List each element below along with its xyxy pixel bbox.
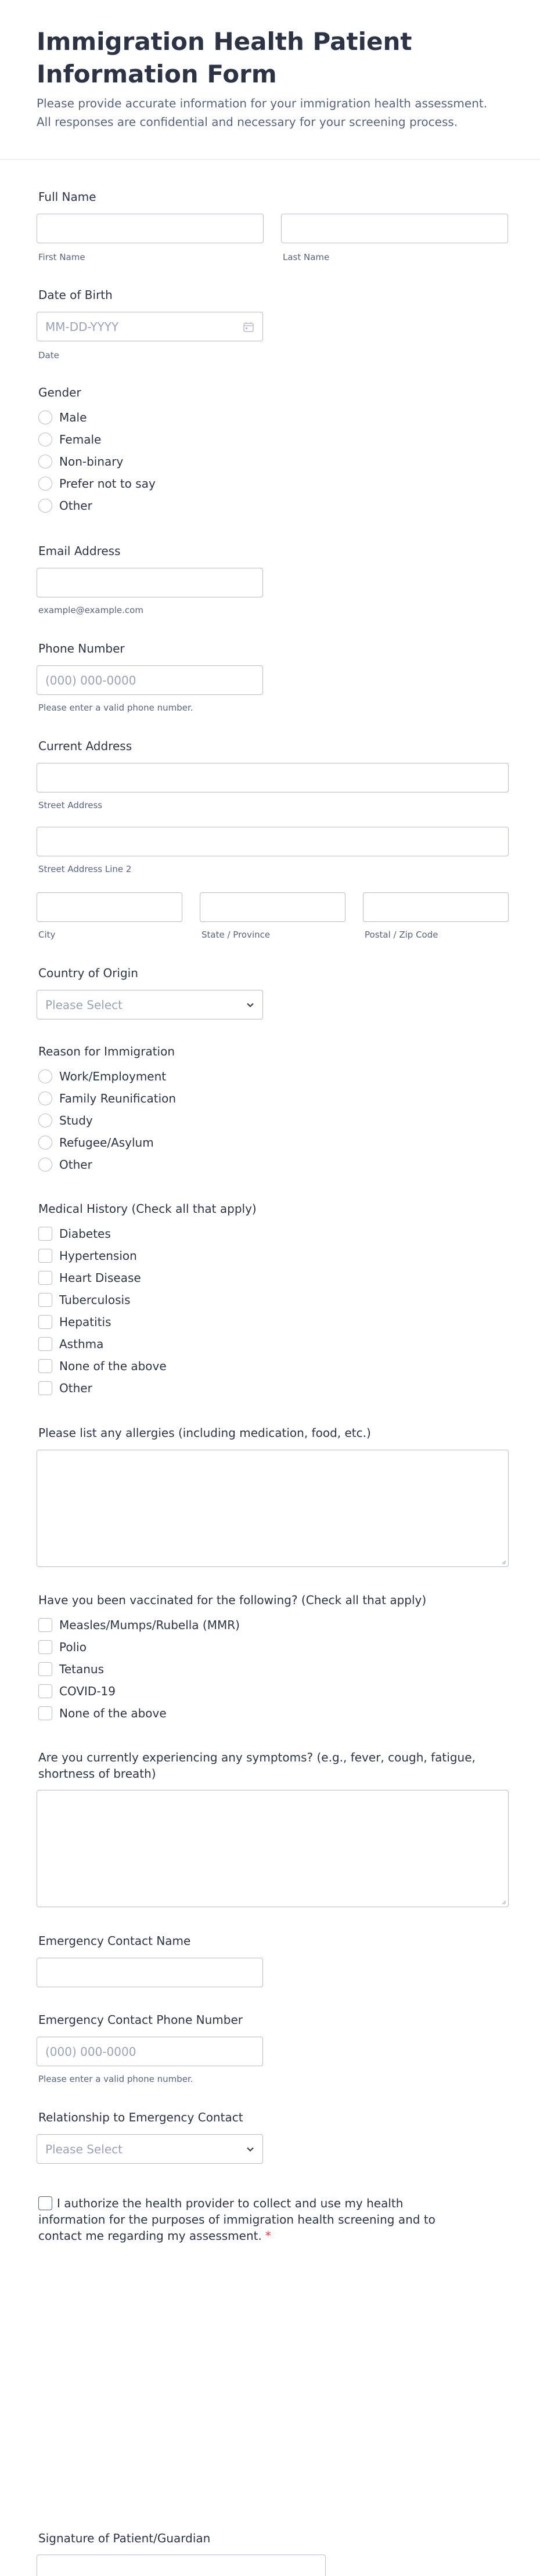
- checkbox[interactable]: [38, 1640, 52, 1654]
- vaccine-option[interactable]: Polio: [38, 1639, 87, 1655]
- allergies-label: Please list any allergies (including medication, food, etc.): [38, 1426, 371, 1440]
- email-input[interactable]: [37, 568, 263, 597]
- medical-history-label: Medical History (Check all that apply): [38, 1202, 257, 1216]
- emergency-name-label: Emergency Contact Name: [38, 1934, 191, 1948]
- checkbox[interactable]: [38, 1359, 52, 1373]
- zip-input[interactable]: [363, 892, 509, 922]
- radio-button[interactable]: [38, 1158, 52, 1172]
- state-input[interactable]: [200, 892, 345, 922]
- checkbox[interactable]: [38, 1227, 52, 1241]
- calendar-icon[interactable]: [243, 321, 254, 333]
- checkbox[interactable]: [38, 1381, 52, 1395]
- last-name-input[interactable]: [281, 214, 508, 243]
- emergency-phone-input[interactable]: [37, 2037, 263, 2066]
- emergency-name-input[interactable]: [37, 1958, 263, 1987]
- medical-option[interactable]: None of the above: [38, 1358, 167, 1374]
- gender-label: Gender: [38, 386, 81, 399]
- medical-option[interactable]: Diabetes: [38, 1226, 111, 1242]
- country-label: Country of Origin: [38, 966, 138, 980]
- radio-button[interactable]: [38, 410, 52, 424]
- radio-button[interactable]: [38, 1069, 52, 1083]
- street-address-line2-input[interactable]: [37, 827, 509, 856]
- emergency-phone-label: Emergency Contact Phone Number: [38, 2013, 243, 2027]
- reason-option[interactable]: Work/Employment: [38, 1068, 166, 1085]
- reason-label: Reason for Immigration: [38, 1044, 175, 1058]
- medical-option[interactable]: Tuberculosis: [38, 1292, 131, 1308]
- vaccine-option[interactable]: Tetanus: [38, 1661, 104, 1677]
- checkbox[interactable]: [38, 1249, 52, 1263]
- street-address-input[interactable]: [37, 763, 509, 792]
- medical-option[interactable]: Heart Disease: [38, 1270, 141, 1286]
- form-title: Immigration Health Patient Information Form: [37, 27, 412, 88]
- radio-button[interactable]: [38, 1136, 52, 1150]
- checkbox[interactable]: [38, 1315, 52, 1329]
- symptoms-textarea[interactable]: [37, 1790, 509, 1907]
- city-input[interactable]: [37, 892, 182, 922]
- street-address-sublabel: Street Address: [38, 800, 103, 810]
- gender-option[interactable]: Prefer not to say: [38, 475, 156, 492]
- reason-option[interactable]: Family Reunification: [38, 1090, 176, 1107]
- allergies-textarea[interactable]: [37, 1450, 509, 1567]
- radio-button[interactable]: [38, 499, 52, 513]
- gender-option[interactable]: Male: [38, 409, 87, 426]
- signature-pad[interactable]: [37, 2555, 326, 2576]
- radio-button[interactable]: [38, 1091, 52, 1105]
- vaccine-option[interactable]: COVID-19: [38, 1683, 116, 1699]
- checkbox[interactable]: [38, 1618, 52, 1632]
- phone-placeholder: (000) 000-0000: [45, 673, 136, 687]
- medical-option[interactable]: Other: [38, 1380, 92, 1396]
- gender-option[interactable]: Other: [38, 498, 92, 514]
- gender-option[interactable]: Non-binary: [38, 453, 123, 470]
- emergency-phone-sublabel: Please enter a valid phone number.: [38, 2074, 193, 2084]
- chevron-down-icon: [246, 2145, 254, 2153]
- radio-button[interactable]: [38, 477, 52, 491]
- required-marker: *: [265, 2229, 271, 2243]
- street-address-line2-sublabel: Street Address Line 2: [38, 864, 132, 874]
- signature-label: Signature of Patient/Guardian: [38, 2531, 211, 2545]
- medical-option[interactable]: Hypertension: [38, 1248, 137, 1264]
- relationship-placeholder: Please Select: [45, 2142, 123, 2156]
- phone-input[interactable]: [37, 665, 263, 695]
- resize-handle-icon[interactable]: [501, 1559, 506, 1565]
- first-name-sublabel: First Name: [38, 252, 85, 262]
- dob-label: Date of Birth: [38, 288, 113, 302]
- phone-label: Phone Number: [38, 642, 125, 655]
- relationship-label: Relationship to Emergency Contact: [38, 2110, 243, 2124]
- gender-option[interactable]: Female: [38, 431, 101, 448]
- resize-handle-icon[interactable]: [501, 1899, 506, 1905]
- checkbox[interactable]: [38, 1662, 52, 1676]
- dob-sublabel: Date: [38, 350, 59, 361]
- state-sublabel: State / Province: [201, 929, 271, 940]
- checkbox[interactable]: [38, 1337, 52, 1351]
- email-sublabel: example@example.com: [38, 605, 143, 615]
- city-sublabel: City: [38, 929, 56, 940]
- checkbox[interactable]: [38, 1271, 52, 1285]
- consent-field[interactable]: [38, 2195, 456, 2244]
- first-name-input[interactable]: [37, 214, 264, 243]
- checkbox[interactable]: [38, 1706, 52, 1720]
- radio-button[interactable]: [38, 1114, 52, 1127]
- email-label: Email Address: [38, 544, 121, 558]
- form-header: [0, 0, 540, 160]
- consent-checkbox[interactable]: [38, 2196, 52, 2210]
- checkbox[interactable]: [38, 1684, 52, 1698]
- medical-option[interactable]: Asthma: [38, 1336, 103, 1352]
- consent-text: I authorize the health provider to collect and use my health information for the purposes of immigration health screening and to contact me regarding my assessment.: [38, 2196, 435, 2243]
- radio-button[interactable]: [38, 455, 52, 469]
- dob-placeholder: MM-DD-YYYY: [45, 320, 119, 334]
- checkbox[interactable]: [38, 1293, 52, 1307]
- symptoms-label: Are you currently experiencing any symptoms? (e.g., fever, cough, fatigue, shortness of breath): [38, 1750, 476, 1781]
- reason-option[interactable]: Refugee/Asylum: [38, 1134, 154, 1151]
- reason-option[interactable]: Other: [38, 1157, 92, 1173]
- vaccine-option[interactable]: Measles/Mumps/Rubella (MMR): [38, 1617, 240, 1633]
- form-subtitle: Please provide accurate information for your immigration health assessment. All responses are confidential and necessary for your screening process.: [37, 96, 488, 129]
- chevron-down-icon: [246, 1001, 254, 1009]
- country-select[interactable]: [37, 990, 263, 1019]
- reason-option[interactable]: Study: [38, 1112, 93, 1129]
- last-name-sublabel: Last Name: [283, 252, 330, 262]
- relationship-select[interactable]: [37, 2134, 263, 2164]
- vaccines-label: Have you been vaccinated for the following? (Check all that apply): [38, 1593, 427, 1607]
- vaccine-option[interactable]: None of the above: [38, 1705, 167, 1721]
- dob-input[interactable]: [37, 312, 263, 341]
- medical-option[interactable]: Hepatitis: [38, 1314, 111, 1330]
- address-label: Current Address: [38, 739, 132, 753]
- radio-button[interactable]: [38, 433, 52, 446]
- zip-sublabel: Postal / Zip Code: [365, 929, 438, 940]
- phone-sublabel: Please enter a valid phone number.: [38, 702, 193, 713]
- emergency-phone-placeholder: (000) 000-0000: [45, 2045, 136, 2059]
- full-name-label: Full Name: [38, 190, 96, 204]
- country-placeholder: Please Select: [45, 998, 123, 1012]
